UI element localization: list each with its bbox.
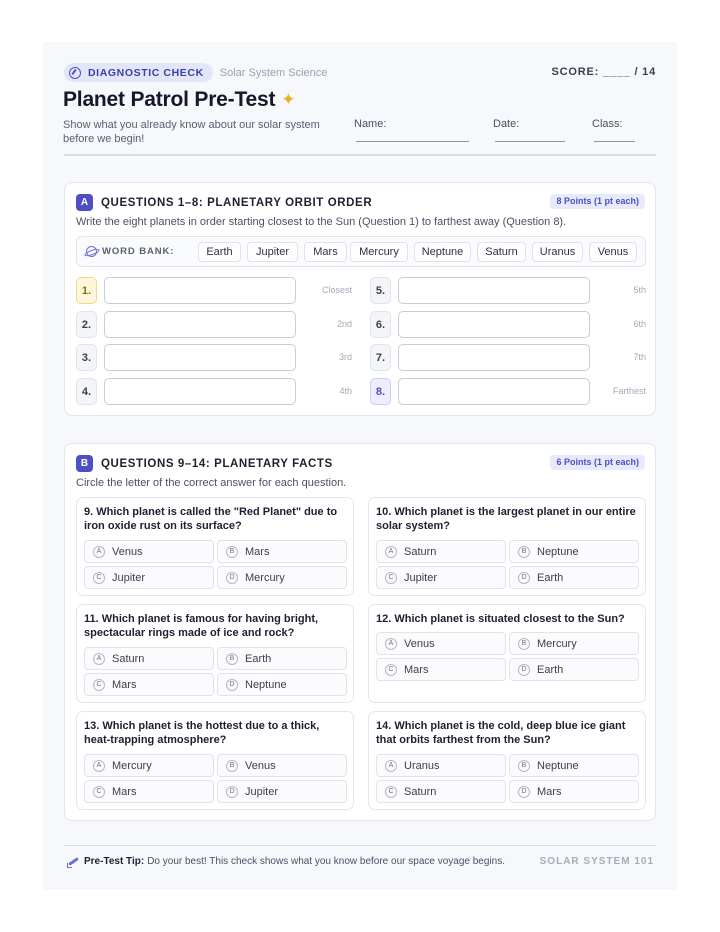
option-b[interactable] bbox=[217, 754, 347, 777]
planet-icon bbox=[86, 246, 97, 257]
question-text: 12. Which planet is situated closest to the Sun? bbox=[376, 613, 625, 625]
section-a-instruction: Write the eight planets in order starting closest to the Sun (Question 1) to farthest away (Question 8). bbox=[76, 216, 567, 228]
option-d[interactable] bbox=[509, 566, 639, 589]
section-a-badge: A bbox=[76, 194, 93, 211]
question-text: 10. Which planet is the largest planet in our entire solar system? bbox=[376, 506, 636, 532]
option-d[interactable] bbox=[217, 566, 347, 589]
word-chip: Earth bbox=[198, 242, 241, 262]
option-c[interactable] bbox=[84, 780, 214, 803]
option-text: Neptune bbox=[245, 678, 287, 691]
question-number: 6. bbox=[370, 311, 391, 338]
section-a-card bbox=[64, 182, 656, 416]
class-field[interactable] bbox=[592, 118, 623, 130]
question-card-10 bbox=[368, 497, 646, 596]
word-chip: Mars bbox=[304, 242, 347, 262]
option-letter[interactable]: A bbox=[93, 653, 105, 665]
option-a[interactable] bbox=[376, 540, 506, 563]
question-number: 7. bbox=[370, 344, 391, 371]
title-row bbox=[63, 88, 296, 112]
option-d[interactable] bbox=[217, 780, 347, 803]
option-b[interactable] bbox=[509, 754, 639, 777]
question-text: 11. Which planet is famous for having bright, spectacular rings made of ice and rock? bbox=[84, 613, 319, 639]
question-number: 5. bbox=[370, 277, 391, 304]
option-b[interactable] bbox=[217, 540, 347, 563]
question-card-9 bbox=[76, 497, 354, 596]
section-b-card bbox=[64, 443, 656, 821]
option-b[interactable] bbox=[217, 647, 347, 670]
option-letter[interactable]: B bbox=[518, 638, 530, 650]
option-text: Neptune bbox=[537, 545, 579, 558]
position-label: 6th bbox=[633, 319, 646, 329]
option-letter[interactable]: D bbox=[226, 572, 238, 584]
option-letter[interactable]: A bbox=[385, 546, 397, 558]
option-text: Earth bbox=[537, 663, 564, 676]
option-letter[interactable]: D bbox=[226, 679, 238, 691]
answer-box-1[interactable] bbox=[104, 277, 296, 304]
option-text: Mars bbox=[404, 663, 429, 676]
option-b[interactable] bbox=[509, 540, 639, 563]
answer-box-5[interactable] bbox=[398, 277, 590, 304]
date-field-label: Date: bbox=[493, 118, 520, 130]
tip-label: Pre-Test Tip: bbox=[84, 855, 145, 867]
footer-divider bbox=[64, 845, 656, 846]
answer-box-8[interactable] bbox=[398, 378, 590, 405]
position-label: Closest bbox=[321, 285, 352, 295]
name-line bbox=[356, 141, 469, 142]
section-b-title: QUESTIONS 9–14: PLANETARY FACTS bbox=[101, 457, 333, 470]
section-b-badge: B bbox=[76, 455, 93, 472]
option-c[interactable] bbox=[84, 566, 214, 589]
option-a[interactable] bbox=[84, 754, 214, 777]
question-text: 13. Which planet is the hottest due to a thick, heat-trapping atmosphere? bbox=[84, 720, 320, 746]
position-label: 7th bbox=[633, 352, 646, 362]
question-text: 9. Which planet is called the "Red Planet" due to iron oxide rust on its surface? bbox=[84, 506, 338, 532]
telescope-icon bbox=[67, 855, 79, 867]
word-bank-title: WORD BANK: bbox=[102, 246, 175, 257]
position-label: 4th bbox=[339, 386, 352, 396]
diagnostic-tag bbox=[64, 63, 213, 82]
question-card-11 bbox=[76, 604, 354, 703]
option-c[interactable] bbox=[376, 566, 506, 589]
word-chip: Neptune bbox=[414, 242, 471, 262]
option-letter[interactable]: D bbox=[518, 664, 530, 676]
name-field-label: Name: bbox=[354, 118, 387, 130]
option-text: Earth bbox=[537, 571, 564, 584]
tip-text: Do your best! This check shows what you know before our space voyage begins. bbox=[147, 855, 505, 867]
position-label: 3rd bbox=[338, 352, 352, 362]
option-c[interactable] bbox=[376, 780, 506, 803]
question-card-14 bbox=[368, 711, 646, 810]
option-text: Jupiter bbox=[404, 571, 438, 584]
option-letter[interactable]: C bbox=[93, 786, 105, 798]
word-chip: Uranus bbox=[532, 242, 583, 262]
option-letter[interactable]: A bbox=[93, 546, 105, 558]
option-b[interactable] bbox=[509, 632, 639, 655]
class-field-label: Class: bbox=[592, 118, 623, 130]
option-text: Saturn bbox=[404, 545, 437, 558]
option-a[interactable] bbox=[84, 647, 214, 670]
position-label: Farthest bbox=[612, 386, 646, 396]
pre-test-tip bbox=[67, 855, 505, 867]
option-text: Mars bbox=[112, 678, 137, 691]
word-chip: Mercury bbox=[350, 242, 408, 262]
section-b-heading bbox=[76, 455, 333, 472]
option-text: Earth bbox=[245, 652, 272, 665]
option-letter[interactable]: B bbox=[226, 653, 238, 665]
option-letter[interactable]: C bbox=[93, 572, 105, 584]
option-letter[interactable]: B bbox=[518, 546, 530, 558]
option-a[interactable] bbox=[376, 632, 506, 655]
option-letter[interactable]: C bbox=[385, 664, 397, 676]
option-letter[interactable]: C bbox=[385, 572, 397, 584]
option-letter[interactable]: C bbox=[385, 786, 397, 798]
option-letter[interactable]: B bbox=[226, 546, 238, 558]
option-d[interactable] bbox=[509, 658, 639, 681]
worksheet bbox=[42, 42, 678, 890]
option-d[interactable] bbox=[509, 780, 639, 803]
footer-brand: SOLAR SYSTEM 101 bbox=[539, 856, 654, 867]
page-title: Planet Patrol Pre-Test bbox=[63, 88, 276, 111]
word-chip: Saturn bbox=[477, 242, 526, 262]
answer-box-4[interactable] bbox=[104, 378, 296, 405]
option-a[interactable] bbox=[376, 754, 506, 777]
header-divider bbox=[64, 154, 656, 156]
class-line bbox=[594, 141, 635, 142]
option-text: Jupiter bbox=[112, 571, 146, 584]
sparkle-icon: ✦ bbox=[281, 90, 296, 109]
option-letter[interactable]: B bbox=[518, 760, 530, 772]
position-label: 5th bbox=[633, 285, 646, 295]
question-card-13 bbox=[76, 711, 354, 810]
question-card-12 bbox=[368, 604, 646, 703]
question-number: 2. bbox=[76, 311, 97, 338]
date-field[interactable] bbox=[493, 118, 519, 130]
option-text: Neptune bbox=[537, 759, 579, 772]
answer-box-6[interactable] bbox=[398, 311, 590, 338]
question-number: 3. bbox=[76, 344, 97, 371]
option-text: Mercury bbox=[537, 637, 577, 650]
option-text: Mercury bbox=[112, 759, 152, 772]
word-chip: Venus bbox=[589, 242, 637, 262]
option-letter[interactable]: B bbox=[226, 760, 238, 772]
option-text: Uranus bbox=[404, 759, 440, 772]
option-text: Venus bbox=[112, 545, 143, 558]
option-text: Mars bbox=[112, 785, 137, 798]
compass-icon bbox=[69, 67, 81, 79]
option-letter[interactable]: D bbox=[518, 572, 530, 584]
section-b-points: 6 Points (1 pt each) bbox=[550, 455, 645, 470]
word-bank bbox=[76, 236, 646, 267]
option-text: Venus bbox=[404, 637, 435, 650]
option-c[interactable] bbox=[376, 658, 506, 681]
word-chip: Jupiter bbox=[247, 242, 298, 262]
header-tag-row bbox=[64, 63, 327, 82]
answer-box-7[interactable] bbox=[398, 344, 590, 371]
option-letter[interactable]: A bbox=[385, 638, 397, 650]
answer-box-3[interactable] bbox=[104, 344, 296, 371]
option-letter[interactable]: C bbox=[93, 679, 105, 691]
option-text: Mars bbox=[245, 545, 270, 558]
option-a[interactable] bbox=[84, 540, 214, 563]
question-text: 14. Which planet is the cold, deep blue ice giant that orbits farthest from the Sun? bbox=[376, 720, 626, 746]
section-b-instruction: Circle the letter of the correct answer for each question. bbox=[76, 477, 347, 489]
section-a-title: QUESTIONS 1–8: PLANETARY ORBIT ORDER bbox=[101, 196, 373, 209]
score-label: SCORE: ____ / 14 bbox=[551, 66, 656, 78]
option-text: Jupiter bbox=[245, 785, 279, 798]
section-a-heading bbox=[76, 194, 372, 211]
intro-text: Show what you already know about our solar system before we begin! bbox=[63, 119, 320, 145]
option-text: Mercury bbox=[245, 571, 285, 584]
question-number: 4. bbox=[76, 378, 97, 405]
word-bank-label bbox=[86, 246, 174, 257]
date-line bbox=[495, 141, 565, 142]
answer-box-2[interactable] bbox=[104, 311, 296, 338]
option-letter[interactable]: A bbox=[385, 760, 397, 772]
option-text: Mars bbox=[537, 785, 562, 798]
option-text: Saturn bbox=[404, 785, 437, 798]
tag-label: DIAGNOSTIC CHECK bbox=[88, 66, 204, 79]
question-number: 1. bbox=[76, 277, 97, 304]
option-letter[interactable]: D bbox=[518, 786, 530, 798]
option-c[interactable] bbox=[84, 673, 214, 696]
section-a-points: 8 Points (1 pt each) bbox=[550, 194, 645, 209]
option-letter[interactable]: A bbox=[93, 760, 105, 772]
option-text: Venus bbox=[245, 759, 276, 772]
name-field[interactable] bbox=[354, 118, 386, 130]
position-label: 2nd bbox=[336, 319, 352, 329]
option-text: Saturn bbox=[112, 652, 145, 665]
option-letter[interactable]: D bbox=[226, 786, 238, 798]
subject-label: Solar System Science bbox=[219, 66, 328, 79]
option-d[interactable] bbox=[217, 673, 347, 696]
question-number: 8. bbox=[370, 378, 391, 405]
